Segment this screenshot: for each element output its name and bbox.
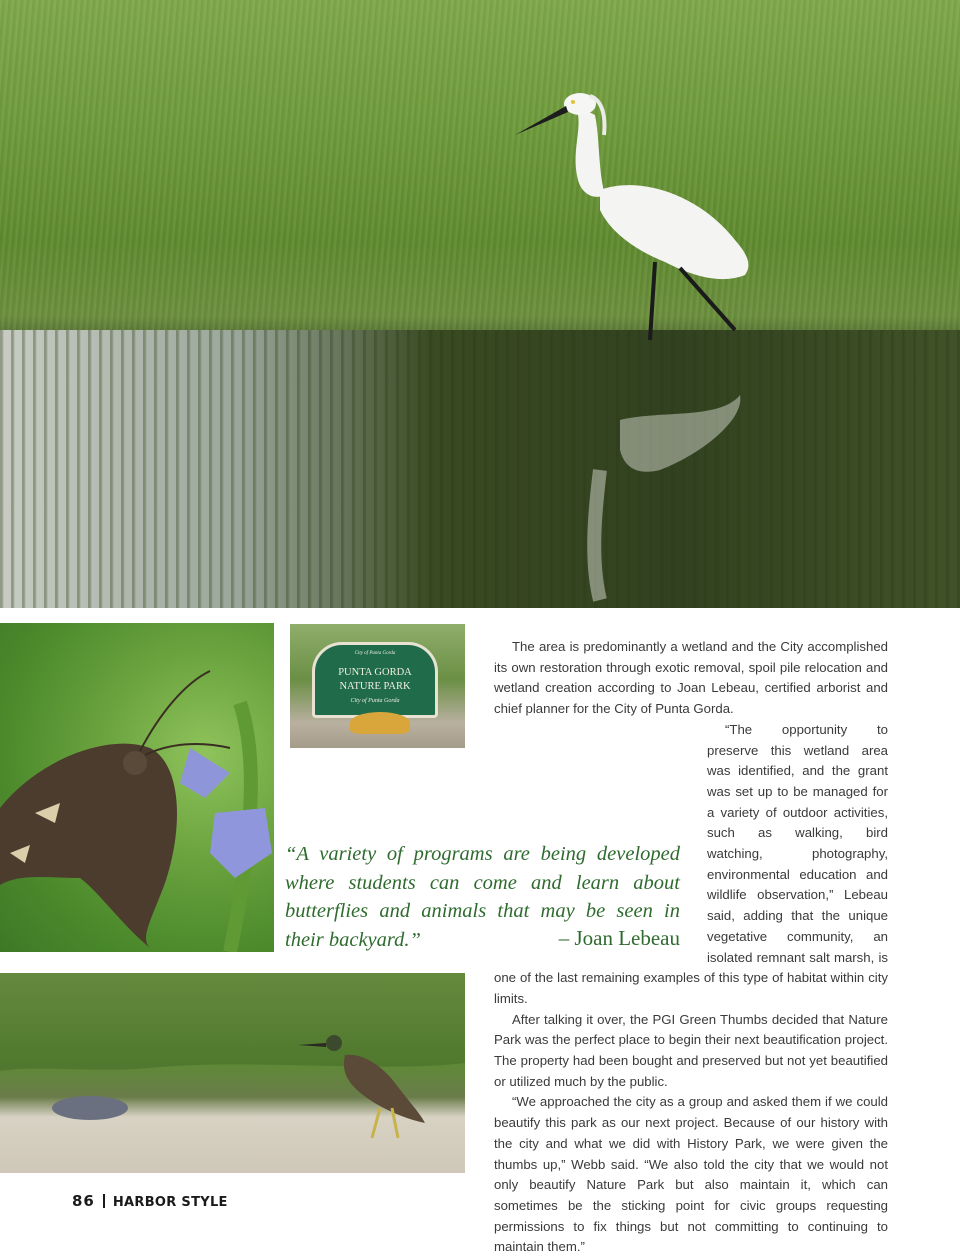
magazine-name: HARBOR STYLE bbox=[112, 1195, 228, 1210]
pull-quote-author: – Joan Lebeau bbox=[558, 926, 680, 950]
pull-quote: “A variety of programs are being developed where students can come and learn about butterflies and animals that may be seen in their backyard.” bbox=[285, 843, 680, 951]
article-paragraph: After talking it over, the PGI Green Thumbs decided that Nature Park was the perfect place to begin their next beautification project. The property had been bought and preserved but not yet beautified or utilized much by the public. bbox=[494, 1011, 888, 1089]
flower-bed bbox=[350, 712, 410, 734]
nature-park-sign-photo bbox=[290, 624, 465, 748]
sign-line-3: City of Punta Gorda bbox=[350, 698, 400, 704]
egret-illustration bbox=[0, 0, 960, 608]
butterfly-illustration bbox=[0, 623, 274, 952]
green-heron-photo bbox=[0, 973, 465, 1173]
heron-illustration bbox=[0, 973, 465, 1173]
sign-line-2: NATURE PARK bbox=[339, 681, 411, 692]
hero-photo-egret bbox=[0, 0, 960, 608]
page-footer bbox=[72, 1192, 228, 1210]
sign-top-line: City of Punta Gorda bbox=[354, 651, 396, 656]
footer-divider bbox=[103, 1194, 105, 1208]
butterfly-photo bbox=[0, 623, 274, 952]
article-paragraph: “The opportunity to preserve this wetland area was identified, and the grant was set up to be managed for a variety of outdoor activities, such as walking, bird watching, photography, environmental education and wildlife observation,” Lebeau said, adding that the unique vegetative community, an isolated remnant salt marsh, is one of the last remaining examples of this type of habitat within city limits. bbox=[494, 721, 888, 1006]
sign-board bbox=[312, 642, 438, 718]
page-number: 86 bbox=[72, 1192, 95, 1210]
article-paragraph: “We approached the city as a group and asked them if we could beautify this park as our next project. Because of our history with the city and what we did with History Park, we were given the thumbs up,” Webb said. “We also told the city that we would not only beautify Nature Park but also maintain it, which can sometimes be the sticking point for civic groups requesting permissions to fix things but not committing to continuing to maintain them.” bbox=[494, 1094, 888, 1255]
sign-line-1: PUNTA GORDA bbox=[338, 667, 412, 678]
article-paragraph: The area is predominantly a wetland and the City accomplished its own restoration through exotic removal, spoil pile relocation and wetland creation according to Joan Lebeau, certified arborist and chief planner for the City of Punta Gorda. bbox=[494, 639, 888, 717]
